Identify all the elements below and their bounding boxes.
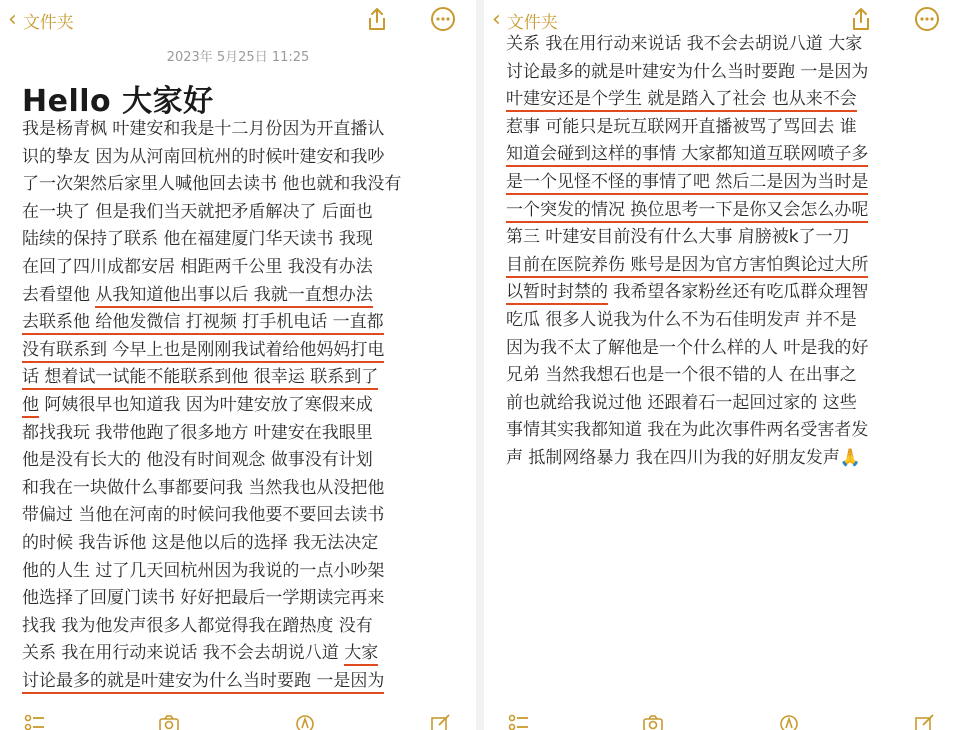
note-text: 他的人生 过了几天回杭州因为我说的一点小吵架 — [22, 560, 385, 581]
note-text: 都找我玩 我带他跑了很多地方 叶建安在我眼里 — [22, 422, 373, 443]
note-line — [22, 475, 450, 503]
chevron-left-icon: ‹ — [492, 7, 501, 32]
note-text: 阿姨很早也知道我 因为叶建安放了寒假来成 — [39, 394, 373, 415]
note-text: 关系 我在用行动来说话 我不会去胡说八道 大家 — [506, 34, 863, 54]
note-line — [22, 502, 450, 530]
compose-icon[interactable] — [430, 714, 452, 730]
note-line — [506, 31, 934, 59]
underlined-text: 知道会碰到这样的事情 大家都知道互联网喷子多 — [506, 144, 868, 167]
note-line — [22, 226, 450, 254]
note-text: 讨论最多的就是叶建安为什么当时要跑 一是因为 — [506, 61, 869, 82]
note-line — [22, 558, 450, 586]
note-line — [506, 141, 934, 169]
chevron-left-icon: ‹ — [8, 7, 17, 32]
back-label: 文件夹 — [506, 12, 558, 33]
camera-icon[interactable] — [642, 714, 664, 730]
bottom-toolbar — [0, 706, 476, 730]
markup-icon[interactable] — [778, 714, 800, 730]
compose-icon[interactable] — [914, 714, 936, 730]
note-line — [506, 169, 934, 197]
note-text: 声 抵制网络暴力 我在四川为我的好朋友发声🙏 — [506, 447, 861, 468]
note-text: 陆续的保持了联系 他在福建厦门华天读书 我现 — [22, 229, 373, 250]
bottom-toolbar — [484, 706, 960, 730]
checklist-icon[interactable] — [24, 714, 46, 730]
note-line — [506, 445, 934, 473]
note-line — [22, 420, 450, 448]
note-line — [506, 86, 934, 114]
underlined-text: 以暂时封禁的 — [506, 282, 608, 305]
note-line — [506, 335, 934, 363]
note-text: 关系 我在用行动来说话 我不会去胡说八道 — [22, 643, 345, 664]
panel-divider — [476, 0, 484, 730]
note-line — [22, 337, 450, 365]
note-line — [506, 390, 934, 418]
note-line — [22, 309, 450, 337]
note-line — [22, 144, 450, 172]
note-line — [506, 197, 934, 225]
share-icon[interactable] — [364, 6, 390, 32]
underlined-text: 是一个见怪不怪的事情了吧 然后二是因为当时是 — [506, 172, 868, 195]
note-line — [22, 613, 450, 641]
note-line — [22, 364, 450, 392]
note-line — [22, 199, 450, 227]
note-line — [506, 362, 934, 390]
underlined-text: 话 想着试一试能不能联系到他 很幸运 联系到了 — [22, 367, 378, 390]
note-line — [506, 417, 934, 445]
note-line — [22, 668, 450, 696]
note-line — [22, 530, 450, 558]
underlined-text: 去联系他 给他发微信 打视频 打手机电话 一直都 — [22, 312, 384, 335]
note-title: Hello 大家好 — [22, 84, 214, 119]
underlined-text: 从我知道他出事以后 我就一直想办法 — [95, 285, 372, 308]
note-line — [22, 640, 450, 668]
note-text: 去看望他 — [22, 284, 96, 305]
note-line — [22, 585, 450, 613]
note-text: 他是没有长大的 他没有时间观念 做事没有计划 — [22, 450, 373, 471]
note-text: 我希望各家粉丝还有吃瓜群众理智 — [608, 282, 869, 303]
note-line — [22, 447, 450, 475]
note-text: 事情其实我都知道 我在为此次事件两名受害者发 — [506, 420, 869, 441]
underlined-text: 没有联系到 今早上也是刚刚我试着给他妈妈打电 — [22, 340, 384, 363]
underlined-text: 讨论最多的就是叶建安为什么当时要跑 一是因为 — [22, 671, 384, 694]
note-text: 了一次架然后家里人喊他回去读书 他也就和我没有 — [22, 174, 402, 195]
note-line — [506, 114, 934, 142]
back-label: 文件夹 — [22, 12, 74, 33]
note-line — [22, 116, 450, 144]
note-text: 和我在一块做什么事都要问我 当然我也从没把他 — [22, 477, 385, 498]
note-text: 找我 我为他发声很多人都觉得我在蹭热度 没有 — [22, 615, 373, 636]
checklist-icon[interactable] — [508, 714, 530, 730]
note-line — [506, 59, 934, 87]
underlined-text: 大家 — [344, 643, 378, 666]
note-line — [506, 307, 934, 335]
back-button[interactable] — [8, 8, 74, 32]
underlined-text: 一个突发的情况 换位思考一下是你又会怎么办呢 — [506, 200, 868, 223]
note-text: 我是杨青枫 叶建安和我是十二月份因为开直播认 — [22, 119, 385, 139]
more-icon[interactable] — [430, 6, 456, 32]
note-text: 在一块了 但是我们当天就把矛盾解决了 后面也 — [22, 201, 373, 222]
underlined-text: 他 — [22, 395, 39, 418]
note-text: 带偏过 当他在河南的时候问我他要不要回去读书 — [22, 505, 385, 526]
more-icon[interactable] — [914, 6, 940, 32]
note-line — [506, 279, 934, 307]
note-line — [506, 252, 934, 280]
note-text: 他选择了回厦门读书 好好把最后一学期读完再来 — [22, 588, 385, 609]
note-text: 识的挚友 因为从河南回杭州的时候叶建安和我吵 — [22, 146, 385, 167]
underlined-text: 目前在医院养伤 账号是因为官方害怕舆论过大所 — [506, 255, 868, 278]
note-line — [22, 254, 450, 282]
note-text: 第三 叶建安目前没有什么大事 肩膀被k了一刀 — [506, 227, 850, 248]
note-body[interactable] — [506, 31, 934, 473]
note-text: 因为我不太了解他是一个什么样的人 叶是我的好 — [506, 337, 869, 358]
note-panel-left — [0, 0, 476, 730]
note-text: 在回了四川成都安居 相距两千公里 我没有办法 — [22, 256, 373, 277]
note-text: 的时候 我告诉他 这是他以后的选择 我无法决定 — [22, 532, 379, 553]
note-text: 吃瓜 很多人说我为什么不为石佳明发声 并不是 — [506, 309, 857, 330]
note-text: 兄弟 当然我想石也是一个很不错的人 在出事之 — [506, 365, 857, 386]
share-icon[interactable] — [848, 6, 874, 32]
note-panel-right — [484, 0, 960, 730]
nav-bar — [0, 0, 476, 40]
underlined-text: 叶建安还是个学生 就是踏入了社会 也从来不会 — [506, 89, 857, 112]
note-body[interactable] — [22, 116, 450, 695]
note-line — [22, 392, 450, 420]
note-line — [22, 282, 450, 310]
markup-icon[interactable] — [294, 714, 316, 730]
note-text: 惹事 可能只是玩互联网开直播被骂了骂回去 谁 — [506, 116, 857, 137]
note-text: 前也就给我说过他 还跟着石一起回过家的 这些 — [506, 392, 857, 413]
back-button[interactable] — [492, 8, 558, 32]
note-date: 2023年 5月25日 11:25 — [166, 50, 310, 65]
note-line — [506, 224, 934, 252]
note-line — [22, 171, 450, 199]
camera-icon[interactable] — [158, 714, 180, 730]
